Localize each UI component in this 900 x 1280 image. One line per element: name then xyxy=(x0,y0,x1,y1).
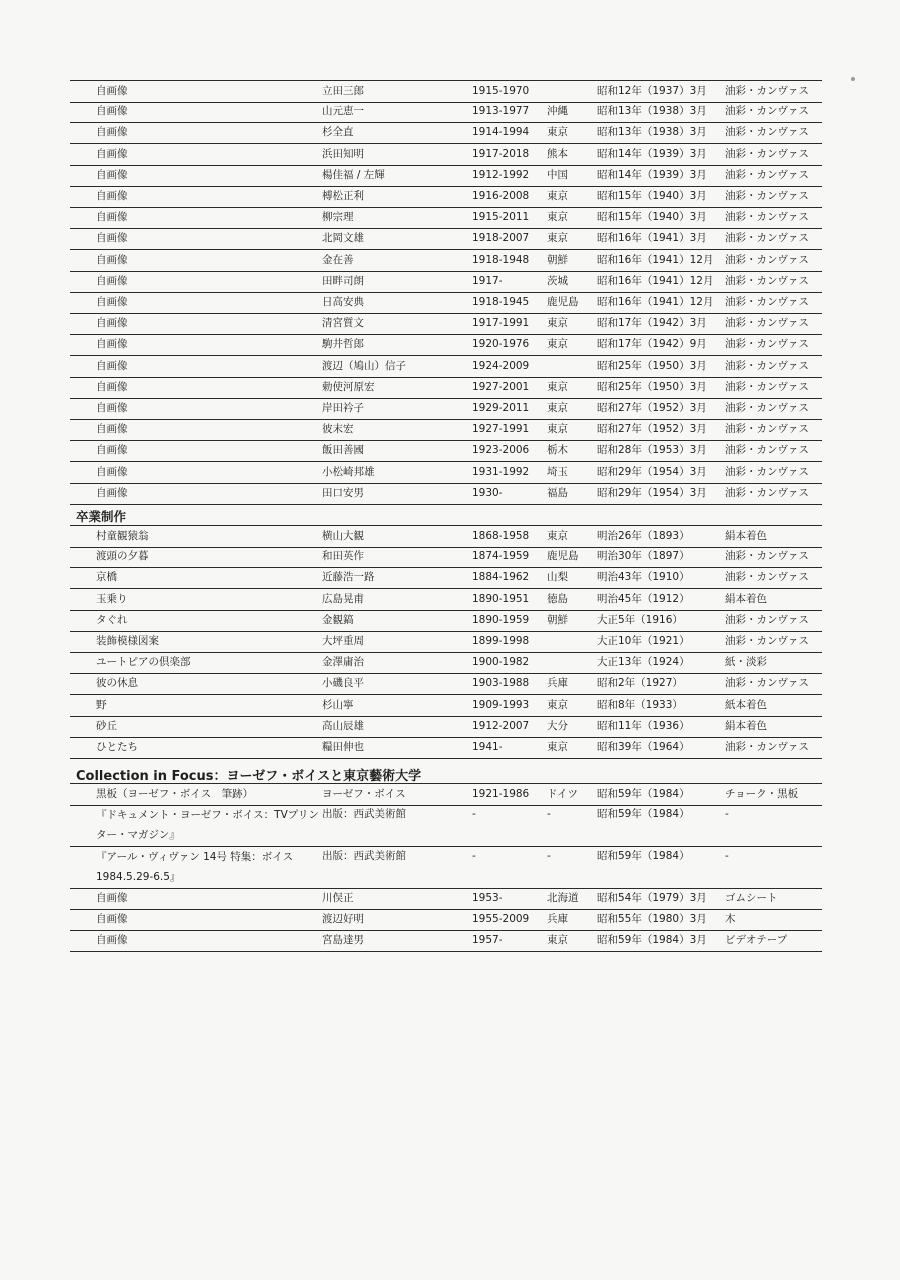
table-row xyxy=(70,377,822,399)
cell-place: 東京 xyxy=(547,530,568,542)
cell-years: 1915-2011 xyxy=(472,211,530,224)
cell-title: 自画像 xyxy=(96,211,128,224)
cell-place: 朝鮮 xyxy=(547,613,568,626)
cell-place: 沖縄 xyxy=(547,105,568,118)
cell-medium: 油彩・カンヴァス xyxy=(725,486,809,499)
cell-title: ひとたち xyxy=(96,741,138,753)
cell-title: 装飾模様図案 xyxy=(96,635,159,647)
table-row xyxy=(70,419,822,441)
cell-years: 1915-1970 xyxy=(472,85,530,97)
table-row xyxy=(70,716,822,738)
cell-place: 東京 xyxy=(547,317,568,330)
cell-artist: 日高安典 xyxy=(322,296,364,308)
cell-title: 自画像 xyxy=(96,338,128,351)
cell-title: 自画像 xyxy=(96,934,128,946)
table-row xyxy=(70,930,822,952)
cell-title: 彼の休息 xyxy=(96,677,138,690)
cell-medium: 油彩・カンヴァス xyxy=(725,211,809,224)
cell-years: 1927-1991 xyxy=(472,423,530,436)
cell-medium: 油彩・カンヴァス xyxy=(725,126,809,139)
cell-place: 東京 xyxy=(547,380,568,393)
cell-years: 1912-2007 xyxy=(472,719,530,732)
cell-date: 昭和16年（1941）3月 xyxy=(597,232,707,245)
table-row xyxy=(70,250,822,272)
cell-medium: 油彩・カンヴァス xyxy=(725,677,809,690)
cell-medium: ゴムシート xyxy=(725,892,778,904)
cell-medium: 油彩・カンヴァス xyxy=(725,190,809,202)
cell-medium: 紙・淡彩 xyxy=(725,656,767,669)
cell-title: 自画像 xyxy=(96,232,128,245)
cell-years: 1914-1994 xyxy=(472,126,530,139)
cell-title: 自画像 xyxy=(96,253,128,266)
cell-years: 1868-1958 xyxy=(472,530,530,542)
cell-date: 昭和13年（1938）3月 xyxy=(597,126,707,139)
cell-date: 大正5年（1916） xyxy=(597,613,683,626)
cell-medium: 油彩・カンヴァス xyxy=(725,741,809,753)
cell-title: 自画像 xyxy=(96,296,128,308)
cell-title: 自画像 xyxy=(96,105,128,118)
cell-date: 昭和15年（1940）3月 xyxy=(597,211,707,224)
cell-years: 1918-1948 xyxy=(472,253,530,266)
cell-date: 昭和11年（1936） xyxy=(597,719,690,732)
cell-years: 1957- xyxy=(472,934,503,946)
cell-place: 東京 xyxy=(547,423,568,436)
cell-place: 福島 xyxy=(547,486,568,499)
cell-date: 昭和16年（1941）12月 xyxy=(597,253,714,266)
cell-place: 大分 xyxy=(547,719,568,732)
cell-date: 昭和14年（1939）3月 xyxy=(597,147,707,160)
table-row xyxy=(70,589,822,611)
cell-years: - xyxy=(472,850,476,862)
cell-medium: 木 xyxy=(725,913,736,925)
cell-place: 朝鮮 xyxy=(547,253,568,266)
cell-artist: 近藤浩一路 xyxy=(322,571,375,584)
cell-title: 京橋 xyxy=(96,571,117,584)
cell-artist: 金観鎬 xyxy=(322,613,354,626)
cell-date: 昭和16年（1941）12月 xyxy=(597,274,714,287)
table-row xyxy=(70,546,822,568)
cell-place: 茨城 xyxy=(547,274,568,287)
cell-medium: 油彩・カンヴァス xyxy=(725,147,809,160)
cell-medium: 油彩・カンヴァス xyxy=(725,571,809,584)
table-row xyxy=(70,356,822,378)
cell-years: 1874-1959 xyxy=(472,550,530,563)
cell-years: 1903-1988 xyxy=(472,677,530,690)
table-row xyxy=(70,101,822,123)
cell-years: 1955-2009 xyxy=(472,913,530,925)
table-row xyxy=(70,846,822,889)
cell-date: 昭和25年（1950）3月 xyxy=(597,359,707,372)
cell-medium: 油彩・カンヴァス xyxy=(725,359,809,372)
table-row xyxy=(70,737,822,759)
cell-years: 1929-2011 xyxy=(472,402,530,414)
cell-place: 兵庫 xyxy=(547,913,568,925)
cell-artist: 渡辺好明 xyxy=(322,913,364,925)
table-row xyxy=(70,292,822,314)
table-row xyxy=(70,80,822,103)
cell-place: ドイツ xyxy=(547,788,578,800)
cell-place: 北海道 xyxy=(547,892,579,904)
cell-medium: 油彩・カンヴァス xyxy=(725,338,809,351)
cell-title: 自画像 xyxy=(96,380,128,393)
cell-artist: 和田英作 xyxy=(322,550,364,563)
cell-date: 昭和27年（1952）3月 xyxy=(597,402,707,414)
cell-artist: 岸田衿子 xyxy=(322,402,364,414)
table-row xyxy=(70,398,822,420)
cell-title: 自画像 xyxy=(96,85,128,97)
table-row xyxy=(70,673,822,695)
table-row xyxy=(70,909,822,931)
cell-title: 自画像 xyxy=(96,402,128,414)
cell-date: 昭和2年（1927） xyxy=(597,677,683,690)
cell-medium: - xyxy=(725,808,729,820)
cell-date: 昭和28年（1953）3月 xyxy=(597,444,707,457)
cell-years: 1953- xyxy=(472,892,503,904)
table-row xyxy=(70,483,822,505)
cell-artist: 勅使河原宏 xyxy=(322,380,375,393)
cell-artist: 大坪重周 xyxy=(322,635,364,647)
cell-date: 明治45年（1912） xyxy=(597,592,690,605)
cell-title: 自画像 xyxy=(96,486,128,499)
cell-place: 東京 xyxy=(547,741,568,753)
cell-place: 栃木 xyxy=(547,444,568,457)
paper-speck xyxy=(851,77,855,81)
cell-artist: 糧田伸也 xyxy=(322,741,364,753)
cell-years: 1913-1977 xyxy=(472,105,530,118)
cell-place: 東京 xyxy=(547,402,568,414)
cell-artist: 宮島達男 xyxy=(322,934,364,946)
cell-place: 東京 xyxy=(547,211,568,224)
cell-title: 渡頭の夕暮 xyxy=(96,550,149,563)
cell-artist: 山元恵一 xyxy=(322,105,364,118)
cell-place: 東京 xyxy=(547,232,568,245)
cell-date: 昭和59年（1984） xyxy=(597,808,690,820)
cell-title: 自画像 xyxy=(96,147,128,160)
cell-years: 1920-1976 xyxy=(472,338,530,351)
cell-date: 昭和59年（1984） xyxy=(597,850,690,862)
cell-title: 黒板（ヨーゼフ・ボイス 筆跡） xyxy=(96,788,254,800)
table-row xyxy=(70,165,822,187)
cell-place: 鹿児島 xyxy=(547,550,579,563)
cell-years: 1917-1991 xyxy=(472,317,530,330)
cell-date: 昭和17年（1942）9月 xyxy=(597,338,707,351)
cell-place: - xyxy=(547,808,551,820)
cell-title: 自画像 xyxy=(96,465,128,478)
cell-date: 大正10年（1921） xyxy=(597,635,690,647)
table-row xyxy=(70,783,822,806)
cell-medium: 油彩・カンヴァス xyxy=(725,402,809,414)
cell-title: 砂丘 xyxy=(96,719,117,732)
cell-years: - xyxy=(472,808,476,820)
cell-artist: 浜田知明 xyxy=(322,147,364,160)
cell-title: 野 xyxy=(96,698,107,711)
cell-place: 徳島 xyxy=(547,592,568,605)
cell-date: 昭和59年（1984） xyxy=(597,788,690,800)
cell-medium: 油彩・カンヴァス xyxy=(725,380,809,393)
cell-date: 昭和59年（1984）3月 xyxy=(597,934,707,946)
cell-artist: 金澤庸治 xyxy=(322,656,364,669)
cell-years: 1930- xyxy=(472,486,503,499)
cell-artist: 彼末宏 xyxy=(322,423,354,436)
cell-years: 1918-2007 xyxy=(472,232,530,245)
table-row xyxy=(70,228,822,250)
cell-date: 明治43年（1910） xyxy=(597,571,690,584)
cell-artist: 川俣正 xyxy=(322,892,354,904)
cell-title: 自画像 xyxy=(96,126,128,139)
cell-years: 1941- xyxy=(472,741,503,753)
cell-medium: - xyxy=(725,850,729,862)
cell-artist: 榑松正利 xyxy=(322,190,364,202)
cell-years: 1918-1945 xyxy=(472,296,530,308)
cell-title: 自画像 xyxy=(96,190,128,202)
table-row xyxy=(70,440,822,462)
cell-artist: 立田三郎 xyxy=(322,85,364,97)
cell-years: 1916-2008 xyxy=(472,190,530,202)
cell-place: 東京 xyxy=(547,338,568,351)
table-row xyxy=(70,462,822,484)
cell-artist: 小磯良平 xyxy=(322,677,364,690)
cell-date: 昭和17年（1942）3月 xyxy=(597,317,707,330)
cell-medium: 油彩・カンヴァス xyxy=(725,253,809,266)
cell-date: 大正13年（1924） xyxy=(597,656,690,669)
cell-medium: 油彩・カンヴァス xyxy=(725,105,809,118)
cell-place: 熊本 xyxy=(547,147,568,160)
cell-title: 自画像 xyxy=(96,423,128,436)
cell-artist: 柳宗理 xyxy=(322,211,354,224)
cell-years: 1917- xyxy=(472,274,503,287)
cell-medium: 油彩・カンヴァス xyxy=(725,613,809,626)
cell-medium: 油彩・カンヴァス xyxy=(725,423,809,436)
cell-artist: 高山辰雄 xyxy=(322,719,364,732)
table-row xyxy=(70,567,822,589)
cell-artist: 北岡文雄 xyxy=(322,232,364,245)
section-heading-collection-in-focus: Collection in Focus：ヨーゼフ・ボイスと東京藝術大学 xyxy=(76,769,422,784)
cell-date: 昭和29年（1954）3月 xyxy=(597,465,707,478)
cell-medium: 油彩・カンヴァス xyxy=(725,635,809,647)
cell-title: 『ドキュメント・ヨーゼフ・ボイス：TVプリンター・マガジン』 xyxy=(96,809,319,841)
cell-date: 昭和14年（1939）3月 xyxy=(597,168,707,181)
table-row xyxy=(70,144,822,166)
cell-medium: ビデオテープ xyxy=(725,934,788,946)
cell-years: 1931-1992 xyxy=(472,465,530,478)
table-row xyxy=(70,652,822,674)
cell-place: 兵庫 xyxy=(547,677,568,690)
cell-title: 自画像 xyxy=(96,317,128,330)
cell-date: 昭和29年（1954）3月 xyxy=(597,486,707,499)
table-row xyxy=(70,186,822,208)
cell-artist: 杉全直 xyxy=(322,126,354,139)
cell-title: 村童観猿翁 xyxy=(96,530,149,542)
cell-title: タぐれ xyxy=(96,613,128,626)
cell-medium: 油彩・カンヴァス xyxy=(725,550,809,563)
cell-date: 昭和13年（1938）3月 xyxy=(597,105,707,118)
cell-title: ユートピアの倶楽部 xyxy=(96,656,191,669)
cell-date: 昭和12年（1937）3月 xyxy=(597,85,707,97)
cell-years: 1924-2009 xyxy=(472,359,530,372)
cell-years: 1900-1982 xyxy=(472,656,530,669)
cell-years: 1890-1959 xyxy=(472,613,530,626)
cell-title: 自画像 xyxy=(96,913,128,925)
cell-artist: ヨーゼフ・ボイス xyxy=(322,788,406,800)
cell-title: 『アール・ヴィヴァン 14号 特集：ボイス 1984.5.29-6.5』 xyxy=(96,851,294,883)
cell-years: 1909-1993 xyxy=(472,698,530,711)
cell-medium: 油彩・カンヴァス xyxy=(725,296,809,308)
cell-artist: 出版：西武美術館 xyxy=(322,850,406,862)
cell-date: 昭和25年（1950）3月 xyxy=(597,380,707,393)
cell-date: 昭和54年（1979）3月 xyxy=(597,892,707,904)
cell-years: 1923-2006 xyxy=(472,444,530,457)
table-row xyxy=(70,888,822,910)
cell-years: 1899-1998 xyxy=(472,635,530,647)
cell-title: 自画像 xyxy=(96,274,128,287)
cell-place: 埼玉 xyxy=(547,465,568,478)
cell-artist: 楊佳福 / 左輝 xyxy=(322,168,385,181)
cell-place: 東京 xyxy=(547,698,568,711)
table-row xyxy=(70,207,822,229)
cell-title: 自画像 xyxy=(96,168,128,181)
cell-place: 東京 xyxy=(547,190,568,202)
cell-date: 明治30年（1897） xyxy=(597,550,690,563)
cell-artist: 田口安男 xyxy=(322,486,364,499)
cell-medium: 油彩・カンヴァス xyxy=(725,232,809,245)
cell-place: 中国 xyxy=(547,168,568,181)
table-row xyxy=(70,313,822,335)
cell-place: 山梨 xyxy=(547,571,568,584)
cell-title: 自画像 xyxy=(96,359,128,372)
cell-years: 1917-2018 xyxy=(472,147,530,160)
cell-years: 1890-1951 xyxy=(472,592,530,605)
cell-date: 昭和55年（1980）3月 xyxy=(597,913,707,925)
cell-date: 昭和16年（1941）12月 xyxy=(597,296,714,308)
cell-years: 1927-2001 xyxy=(472,380,530,393)
cell-medium: 油彩・カンヴァス xyxy=(725,444,809,457)
table-row xyxy=(70,631,822,653)
cell-years: 1921-1986 xyxy=(472,788,530,800)
cell-medium: 油彩・カンヴァス xyxy=(725,317,809,330)
cell-artist: 清宮質文 xyxy=(322,317,364,330)
cell-artist: 駒井哲郎 xyxy=(322,338,364,351)
cell-date: 昭和15年（1940）3月 xyxy=(597,190,707,202)
cell-years: 1912-1992 xyxy=(472,168,530,181)
cell-place: - xyxy=(547,850,551,862)
cell-date: 昭和8年（1933） xyxy=(597,698,683,711)
cell-artist: 田畔司朗 xyxy=(322,274,364,287)
cell-artist: 渡辺（鳩山）信子 xyxy=(322,359,406,372)
table-row xyxy=(70,695,822,717)
cell-medium: 絹本着色 xyxy=(725,530,767,542)
cell-place: 東京 xyxy=(547,934,568,946)
cell-artist: 金在善 xyxy=(322,253,354,266)
table-row xyxy=(70,122,822,144)
cell-title: 玉乗り xyxy=(96,592,128,605)
cell-date: 昭和39年（1964） xyxy=(597,741,690,753)
cell-medium: チョーク・黒板 xyxy=(725,788,799,800)
cell-medium: 油彩・カンヴァス xyxy=(725,168,809,181)
cell-title: 自画像 xyxy=(96,892,128,904)
cell-artist: 出版：西武美術館 xyxy=(322,808,406,820)
cell-medium: 油彩・カンヴァス xyxy=(725,85,809,97)
cell-medium: 紙本着色 xyxy=(725,698,767,711)
cell-place: 鹿児島 xyxy=(547,296,579,308)
cell-title: 自画像 xyxy=(96,444,128,457)
cell-date: 明治26年（1893） xyxy=(597,530,690,542)
table-row xyxy=(70,610,822,632)
cell-artist: 飯田善國 xyxy=(322,444,364,457)
cell-artist: 小松崎邦雄 xyxy=(322,465,375,478)
section-heading-graduation-works: 卒業制作 xyxy=(76,509,127,524)
cell-artist: 横山大観 xyxy=(322,530,364,542)
cell-medium: 絹本着色 xyxy=(725,592,767,605)
cell-place: 東京 xyxy=(547,126,568,139)
table-row xyxy=(70,271,822,293)
cell-artist: 杉山寧 xyxy=(322,698,354,711)
table-row xyxy=(70,525,822,548)
cell-medium: 絹本着色 xyxy=(725,719,767,732)
table-row xyxy=(70,804,822,847)
cell-medium: 油彩・カンヴァス xyxy=(725,465,809,478)
cell-date: 昭和27年（1952）3月 xyxy=(597,423,707,436)
cell-medium: 油彩・カンヴァス xyxy=(725,274,809,287)
cell-years: 1884-1962 xyxy=(472,571,530,584)
cell-artist: 広島晃甫 xyxy=(322,592,364,605)
table-row xyxy=(70,334,822,356)
